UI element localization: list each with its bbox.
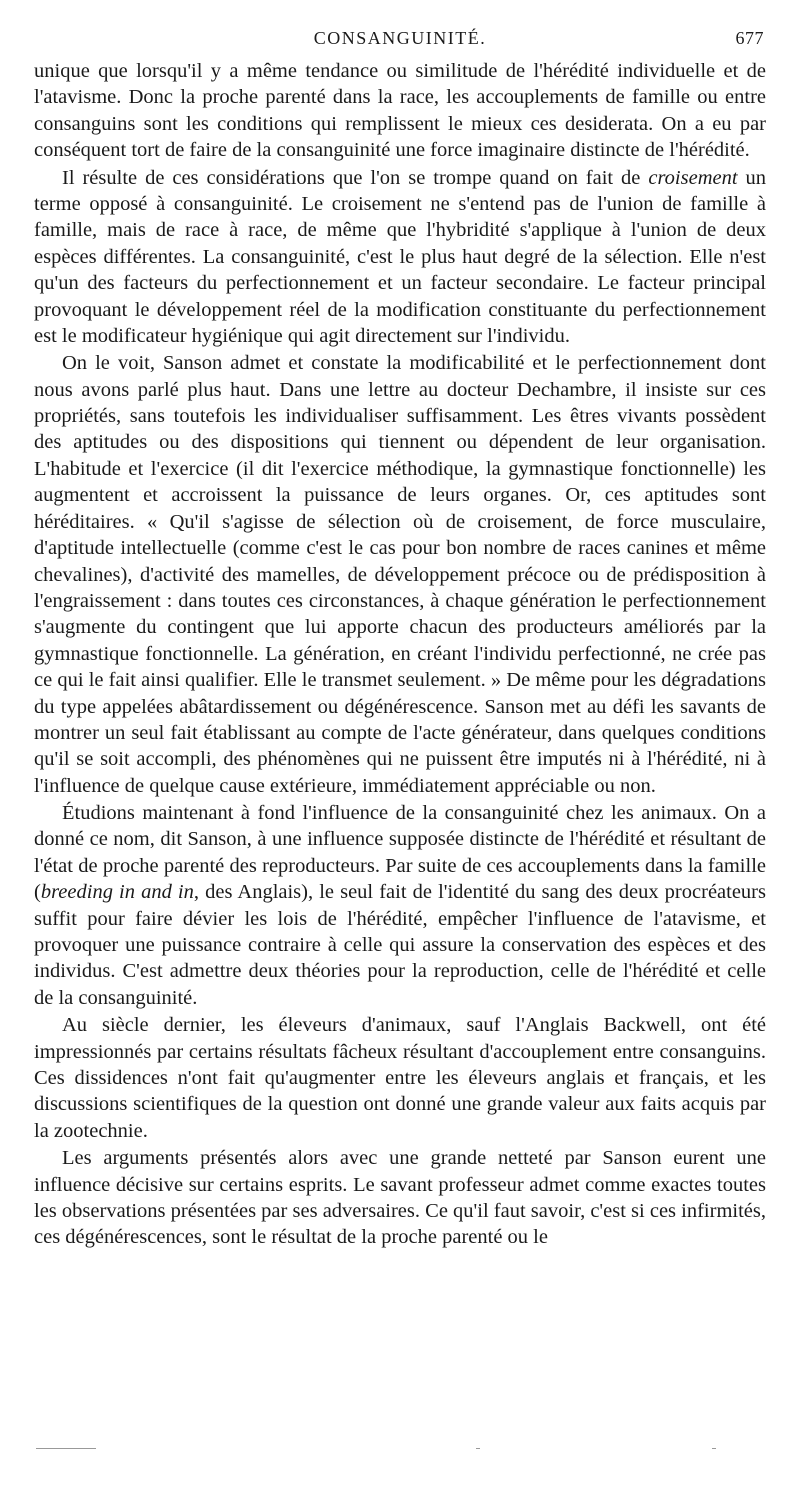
paragraph [34, 350, 766, 799]
footer-rule [36, 1444, 716, 1452]
paragraph [34, 58, 766, 164]
paragraph [34, 800, 766, 1011]
body-text [34, 58, 766, 1251]
running-header [34, 28, 766, 58]
paragraph [34, 165, 766, 350]
page-number: 677 [735, 28, 764, 48]
paragraph [34, 1012, 766, 1144]
book-page [34, 28, 766, 1252]
italic-term: croisement [648, 166, 738, 189]
text-run: Il résulte de ces considérations que l'on se trompe quand on fait de [62, 166, 649, 189]
italic-term: breeding in and in [40, 881, 194, 904]
text-run: unique que lorsqu'il y a même tendance ou similitude de l'hérédité individuelle et de l'atavisme. Donc la proche parenté dans la race, les accouplements de famille ou entre consanguins sont les conditions qui remplissent le mieux ces desiderata. On a eu par conséquent tort de faire de la consanguinité une force imaginaire distincte de l'hérédité. [34, 60, 766, 162]
paragraph [34, 1145, 766, 1251]
chapter-title: CONSANGUINITÉ. [313, 28, 487, 48]
text-run: , des Anglais), le seul fait de l'identité du sang des deux procréateurs suffit pour faire dévier les lois de l'hérédité, empêcher l'influence de l'atavisme, et provoquer une puissance contraire à celle qui assure la conservation des espèces et des individus. C'est admettre deux théories pour la reproduction, celle de l'hérédité et celle de la consanguinité. [34, 881, 766, 1009]
text-run: Étudions maintenant à fond l'influence de la consanguinité chez les animaux. On a donné ce nom, dit Sanson, à une influence supposée distincte de l'hérédité et résultant de l'état de proche parenté des reproducteurs. Par suite de ces accouplements dans la famille ( [34, 802, 766, 904]
text-run: Au siècle dernier, les éleveurs d'animaux, sauf l'Anglais Backwell, ont été impressionnés par certains résultats fâcheux résultant d'accouplement entre consanguins. Ces dissidences n'ont fait qu'augmenter entre les éleveurs anglais et français, et les discussions scientifiques de la question ont donné une grande valeur aux faits acquis par la zootechnie. [34, 1014, 766, 1142]
text-run: On le voit, Sanson admet et constate la modificabilité et le perfectionnement dont nous avons parlé plus haut. Dans une lettre au docteur Dechambre, il insiste sur ces propriétés, sans toutefois les individualiser suffisamment. Les êtres vivants possèdent des aptitudes ou des dispositions qui tiennent ou dépendent de leur organisation. L'habitude et l'exercice (il dit l'exercice méthodique, la gymnastique fonctionnelle) les augmentent et accroissent la puissance de leurs organes. Or, ces aptitudes sont héréditaires. « Qu'il s'agisse de sélection où de croisement, de force musculaire, d'aptitude intellectuelle (comme c'est le cas pour bon nombre de races canines et même chevalines), d'activité des mamelles, de développement précoce ou de prédisposition à l'engraissement : dans toutes ces circonstances, à chaque génération le perfectionnement s'augmente du contingent que lui apporte chacun des producteurs améliorés par la gymnastique fonctionnelle. La génération, en créant l'individu perfectionné, ne crée pas ce qui le fait ainsi qualifier. Elle le transmet seulement. » De même pour les dégradations du type appelées abâtardissement ou dégénérescence. Sanson met au défi les savants de montrer un seul fait établissant au compte de l'acte générateur, dans quelques conditions qu'il se soit accompli, des phénomènes qui ne puissent être imputés ni à l'hérédité, ni à l'influence de quelque cause extérieure, immédiatement appréciable ou non. [34, 352, 766, 797]
text-run: un terme opposé à consanguinité. Le croisement ne s'entend pas de l'union de famille à famille, mais de race à race, de même que l'hybridité s'applique à l'union de deux espèces différentes. La consanguinité, c'est le plus haut degré de la sélection. Elle n'est qu'un des facteurs du perfectionnement et un facteur secondaire. Le facteur principal provoquant le développement réel de la modification constituante du perfectionnement est le modificateur hygiénique qui agit directement sur l'individu. [34, 166, 766, 347]
text-run: Les arguments présentés alors avec une grande netteté par Sanson eurent une influence décisive sur certains esprits. Le savant professeur admet comme exactes toutes les observations présentées par ses adversaires. Ce qu'il faut savoir, c'est si ces infirmités, ces dégénérescences, sont le résultat de la proche parenté ou le [34, 1147, 766, 1249]
